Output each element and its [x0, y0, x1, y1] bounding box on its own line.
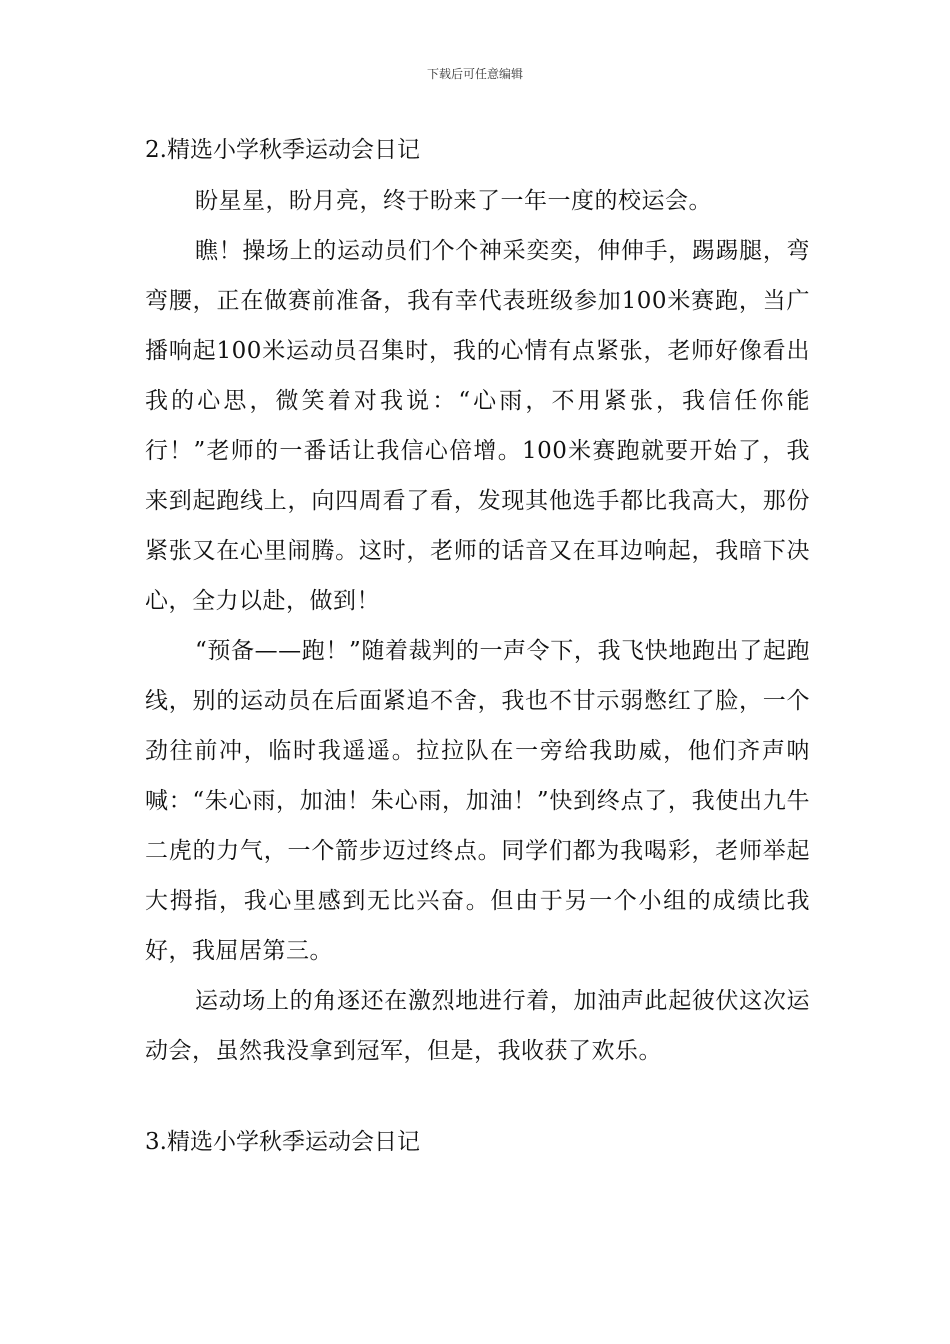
section-title: 2.精选小学秋季运动会日记 — [145, 137, 420, 163]
document-body — [145, 130, 810, 1162]
paragraph: 瞧！操场上的运动员们个个神采奕奕，伸伸手，踢踢腿，弯弯腰，正在做赛前准备，我有幸代表班级参加100米赛跑，当广播响起100米运动员召集时，我的心情有点紧张，老师好像看出我的心思，微笑着对我说：“心雨，不用紧张，我信任你能行！”老师的一番话让我信心倍增。100米赛跑就要开始了，我来到起跑线上，向四周看了看，发现其他选手都比我高大，那份紧张又在心里闹腾。这时，老师的话音又在耳边响起，我暗下决心，全力以赴，做到！ — [145, 238, 810, 614]
header-note: 下载后可任意编辑 — [426, 67, 523, 81]
paragraph: 盼星星，盼月亮，终于盼来了一年一度的校运会。 — [195, 188, 712, 214]
paragraph: 运动场上的角逐还在激烈地进行着，加油声此起彼伏这次运动会，虽然我没拿到冠军，但是，我收获了欢乐。 — [145, 988, 810, 1064]
spacer — [145, 1076, 810, 1122]
section-title: 3.精选小学秋季运动会日记 — [145, 1129, 420, 1155]
paragraph: “预备——跑！”随着裁判的一声令下，我飞快地跑出了起跑线，别的运动员在后面紧追不舍，我也不甘示弱憋红了脸，一个劲往前冲，临时我遥遥。拉拉队在一旁给我助威，他们齐声呐喊：“朱心雨，加油！朱心雨，加油！”快到终点了，我使出九牛二虎的力气，一个箭步迈过终点。同学们都为我喝彩，老师举起大拇指，我心里感到无比兴奋。但由于另一个小组的成绩比我好，我屈居第三。 — [145, 638, 810, 964]
